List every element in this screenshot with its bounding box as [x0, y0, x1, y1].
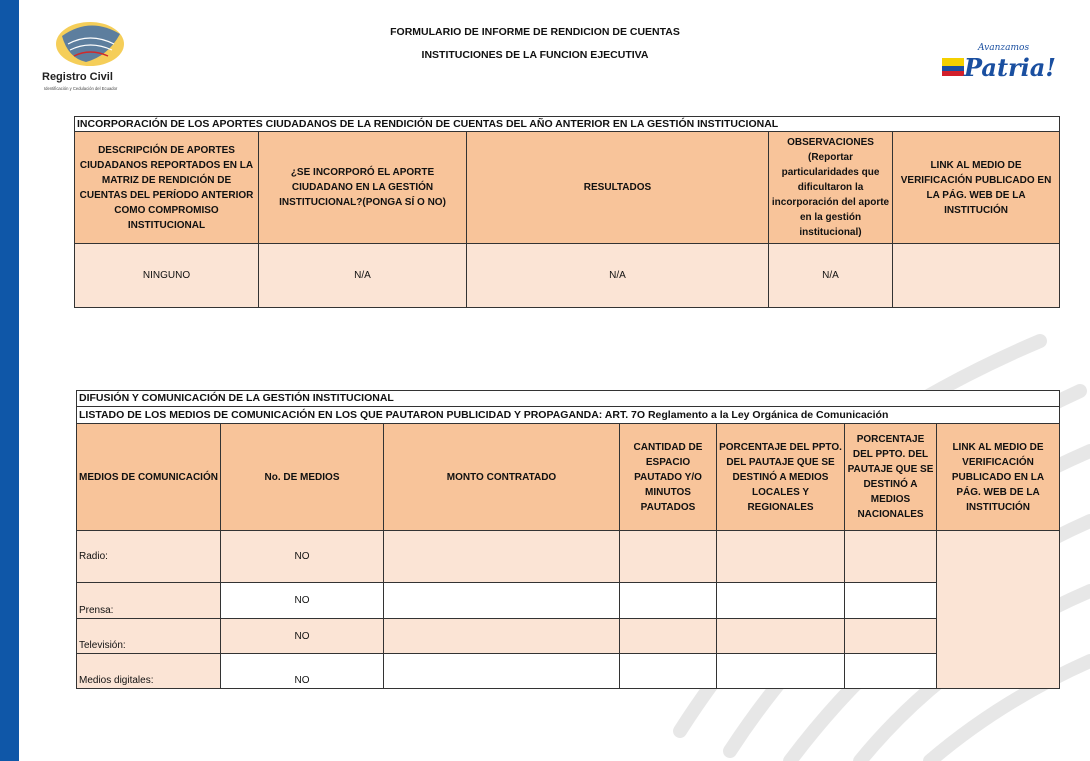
- column-header: ¿SE INCORPORÓ EL APORTE CIUDADANO EN LA GESTIÓN INSTITUCIONAL?(PONGA SÍ O NO): [259, 132, 467, 244]
- table-cell[interactable]: [620, 531, 717, 583]
- column-header: PORCENTAJE DEL PPTO. DEL PAUTAJE QUE SE DESTINÓ A MEDIOS LOCALES Y REGIONALES: [717, 424, 845, 531]
- table-cell[interactable]: N/A: [259, 244, 467, 308]
- table-cell[interactable]: [845, 583, 937, 619]
- table-row: [77, 583, 1060, 619]
- table-row: [77, 531, 1060, 583]
- table-cell[interactable]: NO: [221, 531, 384, 583]
- table-cell[interactable]: [384, 619, 620, 654]
- table-cell[interactable]: NO: [221, 619, 384, 654]
- column-header: No. DE MEDIOS: [221, 424, 384, 531]
- table-row: [77, 654, 1060, 689]
- column-header: MONTO CONTRATADO: [384, 424, 620, 531]
- medio-label: Prensa:: [77, 583, 221, 619]
- table-row: [77, 619, 1060, 654]
- column-header: DESCRIPCIÓN DE APORTES CIUDADANOS REPORTADOS EN LA MATRIZ DE RENDICIÓN DE CUENTAS DEL PERÍODO ANTERIOR COMO COMPROMISO INSTITUCIONAL: [75, 132, 259, 244]
- table-cell[interactable]: [845, 531, 937, 583]
- table-cell[interactable]: NO: [221, 654, 384, 689]
- table-row: [75, 244, 1060, 308]
- table-cell[interactable]: [620, 654, 717, 689]
- table-cell[interactable]: N/A: [467, 244, 769, 308]
- svg-text:Registro Civil: Registro Civil: [42, 71, 113, 83]
- column-header: MEDIOS DE COMUNICACIÓN: [77, 424, 221, 531]
- table-cell[interactable]: [717, 531, 845, 583]
- column-header: PORCENTAJE DEL PPTO. DEL PAUTAJE QUE SE DESTINÓ A MEDIOS NACIONALES: [845, 424, 937, 531]
- column-header: CANTIDAD DE ESPACIO PAUTADO Y/O MINUTOS PAUTADOS: [620, 424, 717, 531]
- svg-text:Identificación y Cedulación de: Identificación y Cedulación del Ecuador: [44, 86, 118, 91]
- table-cell[interactable]: NINGUNO: [75, 244, 259, 308]
- left-accent-bar: [0, 0, 19, 761]
- registro-civil-logo: [28, 14, 148, 104]
- form-title: FORMULARIO DE INFORME DE RENDICION DE CUENTAS: [390, 26, 680, 38]
- column-header: RESULTADOS: [467, 132, 769, 244]
- table-cell[interactable]: NO: [221, 583, 384, 619]
- column-header: LINK AL MEDIO DE VERIFICACIÓN PUBLICADO EN LA PÁG. WEB DE LA INSTITUCIÓN: [893, 132, 1060, 244]
- table-cell[interactable]: [845, 619, 937, 654]
- difusion-comunicacion-table: [76, 390, 1060, 689]
- section-title: DIFUSIÓN Y COMUNICACIÓN DE LA GESTIÓN INSTITUCIONAL: [77, 391, 1060, 407]
- table-cell[interactable]: [893, 244, 1060, 308]
- medio-label: Medios digitales:: [77, 654, 221, 689]
- column-header: LINK AL MEDIO DE VERIFICACIÓN PUBLICADO EN LA PÁG. WEB DE LA INSTITUCIÓN: [937, 424, 1060, 531]
- column-header: OBSERVACIONES (Reportar particularidades que dificultaron la incorporación del aporte en la gestión institucional): [769, 132, 893, 244]
- section-subtitle: LISTADO DE LOS MEDIOS DE COMUNICACIÓN EN LOS QUE PAUTARON PUBLICIDAD Y PROPAGANDA: ART. 7O Reglamento a la Ley Orgánica de Comunicación: [77, 407, 1060, 424]
- table-cell[interactable]: [717, 619, 845, 654]
- aportes-ciudadanos-table: [74, 116, 1060, 308]
- table-cell[interactable]: [717, 654, 845, 689]
- table-cell[interactable]: [620, 583, 717, 619]
- form-subtitle: INSTITUCIONES DE LA FUNCION EJECUTIVA: [421, 49, 649, 61]
- link-cell[interactable]: [937, 531, 1060, 689]
- svg-text:Avanzamos: Avanzamos: [978, 43, 1030, 53]
- table-cell[interactable]: [620, 619, 717, 654]
- table-cell[interactable]: [384, 583, 620, 619]
- avanzamos-patria-logo: [938, 36, 1056, 88]
- table-cell[interactable]: N/A: [769, 244, 893, 308]
- svg-text:Patria!: Patria!: [964, 53, 1056, 82]
- medio-label: Televisión:: [77, 619, 221, 654]
- medio-label: Radio:: [77, 531, 221, 583]
- table-cell[interactable]: [384, 654, 620, 689]
- table-cell[interactable]: [384, 531, 620, 583]
- section-title: INCORPORACIÓN DE LOS APORTES CIUDADANOS DE LA RENDICIÓN DE CUENTAS DEL AÑO ANTERIOR EN LA GESTIÓN INSTITUCIONAL: [75, 117, 1060, 132]
- table-cell[interactable]: [845, 654, 937, 689]
- table-cell[interactable]: [717, 583, 845, 619]
